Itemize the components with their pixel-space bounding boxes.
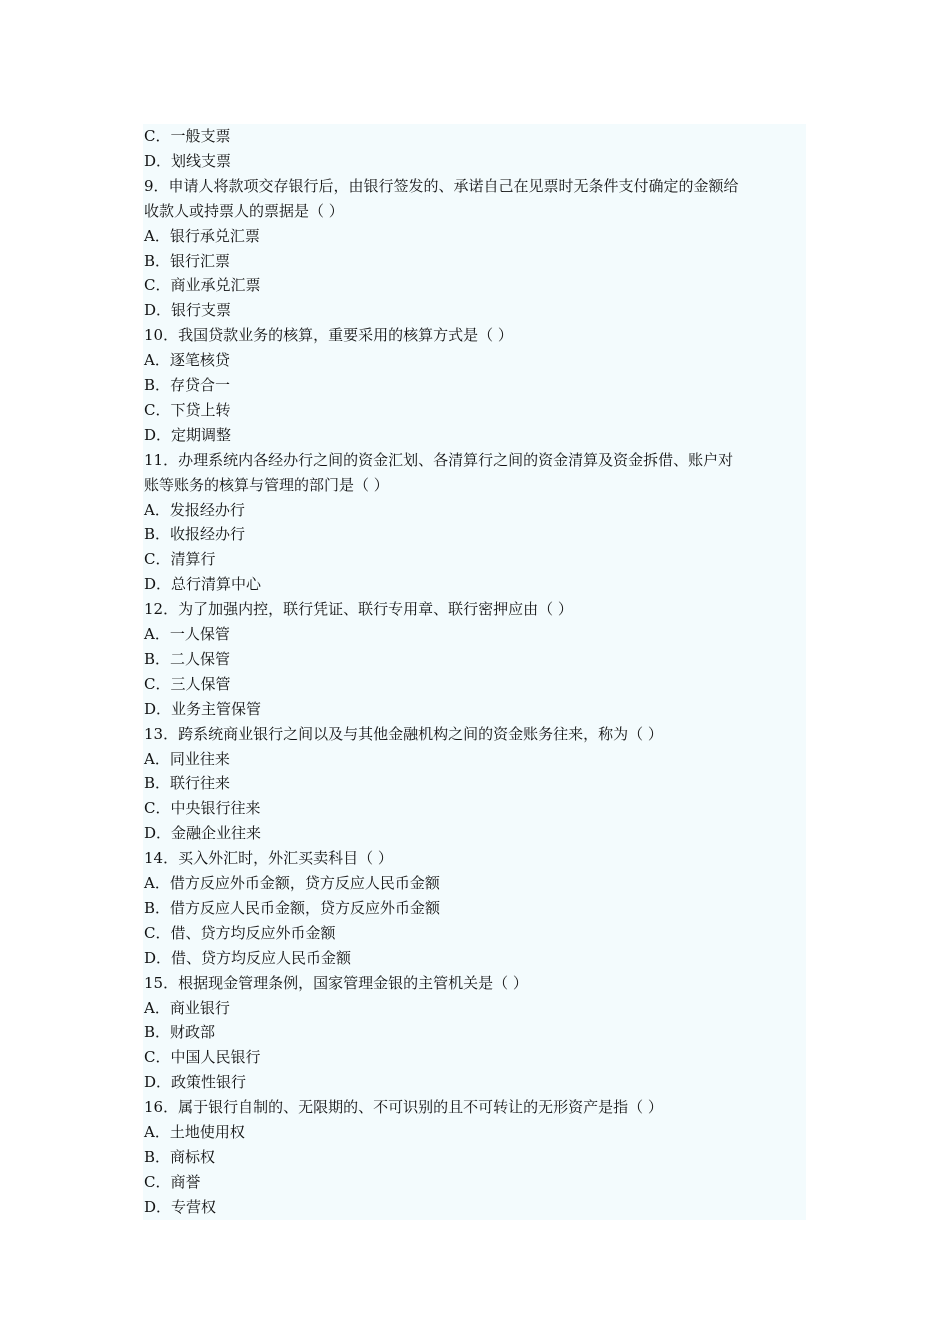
text-line: A．土地使用权 <box>144 1123 245 1141</box>
text-line: 16．属于银行自制的、无限期的、不可识别的且不可转让的无形资产是指（ ） <box>144 1098 663 1117</box>
text-line: C．商业承兑汇票 <box>144 276 261 295</box>
text-line: A．银行承兑汇票 <box>144 226 260 245</box>
text-line: 9．申请人将款项交存银行后，由银行签发的、承诺自己在见票时无条件支付确定的金额给 <box>144 176 739 195</box>
text-line: D．业务主管保管 <box>144 699 262 718</box>
text-line: 13．跨系统商业银行之间以及与其他金融机构之间的资金账务往来，称为（ ） <box>144 724 663 743</box>
text-line: D．金融企业往来 <box>144 824 262 843</box>
text-line: B．二人保管 <box>144 649 231 668</box>
text-line: B．银行汇票 <box>144 251 231 270</box>
text-line: 12．为了加强内控，联行凭证、联行专用章、联行密押应由（ ） <box>144 600 573 619</box>
text-line: C．清算行 <box>144 550 216 569</box>
text-line: C．一般支票 <box>144 127 231 145</box>
text-line: B．存贷合一 <box>144 376 231 394</box>
text-line: B．借方反应人民币金额，贷方反应外币金额 <box>144 898 441 917</box>
text-line: 收款人或持票人的票据是（ ） <box>144 201 344 220</box>
text-line: D．专营权 <box>144 1197 217 1216</box>
text-line: A．借方反应外币金额，贷方反应人民币金额 <box>144 874 440 892</box>
text-line: C．三人保管 <box>144 674 231 693</box>
text-line: 14．买入外汇时，外汇买卖科目（ ） <box>144 849 393 868</box>
text-line: A．逐笔核贷 <box>144 351 230 370</box>
text-line: B．财政部 <box>144 1023 216 1042</box>
text-line: B．联行往来 <box>144 774 231 793</box>
text-line: A．同业往来 <box>144 749 230 768</box>
text-line: D．银行支票 <box>144 301 232 320</box>
text-line: 11．办理系统内各经办行之间的资金汇划、各清算行之间的资金清算及资金拆借、账户对 <box>144 450 734 469</box>
text-line: B．收报经办行 <box>144 525 246 544</box>
text-line: A．发报经办行 <box>144 500 245 519</box>
text-line: B．商标权 <box>144 1147 216 1166</box>
text-line: C．下贷上转 <box>144 400 231 419</box>
text-line: D．借、贷方均反应人民币金额 <box>144 948 352 967</box>
text-line: C．中央银行往来 <box>144 799 261 818</box>
text-line: C．商誉 <box>144 1172 201 1191</box>
text-line: A．商业银行 <box>144 998 230 1017</box>
text-line: C．借、贷方均反应外币金额 <box>144 923 336 942</box>
text-line: D．政策性银行 <box>144 1073 247 1092</box>
text-line: 15．根据现金管理条例，国家管理金银的主管机关是（ ） <box>144 973 528 992</box>
text-line: D．划线支票 <box>144 151 232 170</box>
text-line: A．一人保管 <box>144 625 230 643</box>
text-line: C．中国人民银行 <box>144 1048 261 1067</box>
text-line: 10．我国贷款业务的核算，重要采用的核算方式是（ ） <box>144 326 513 345</box>
text-line: D．总行清算中心 <box>144 575 262 594</box>
text-block <box>143 124 806 1220</box>
text-line: D．定期调整 <box>144 425 232 444</box>
text-line: 账等账务的核算与管理的部门是（ ） <box>144 475 389 494</box>
